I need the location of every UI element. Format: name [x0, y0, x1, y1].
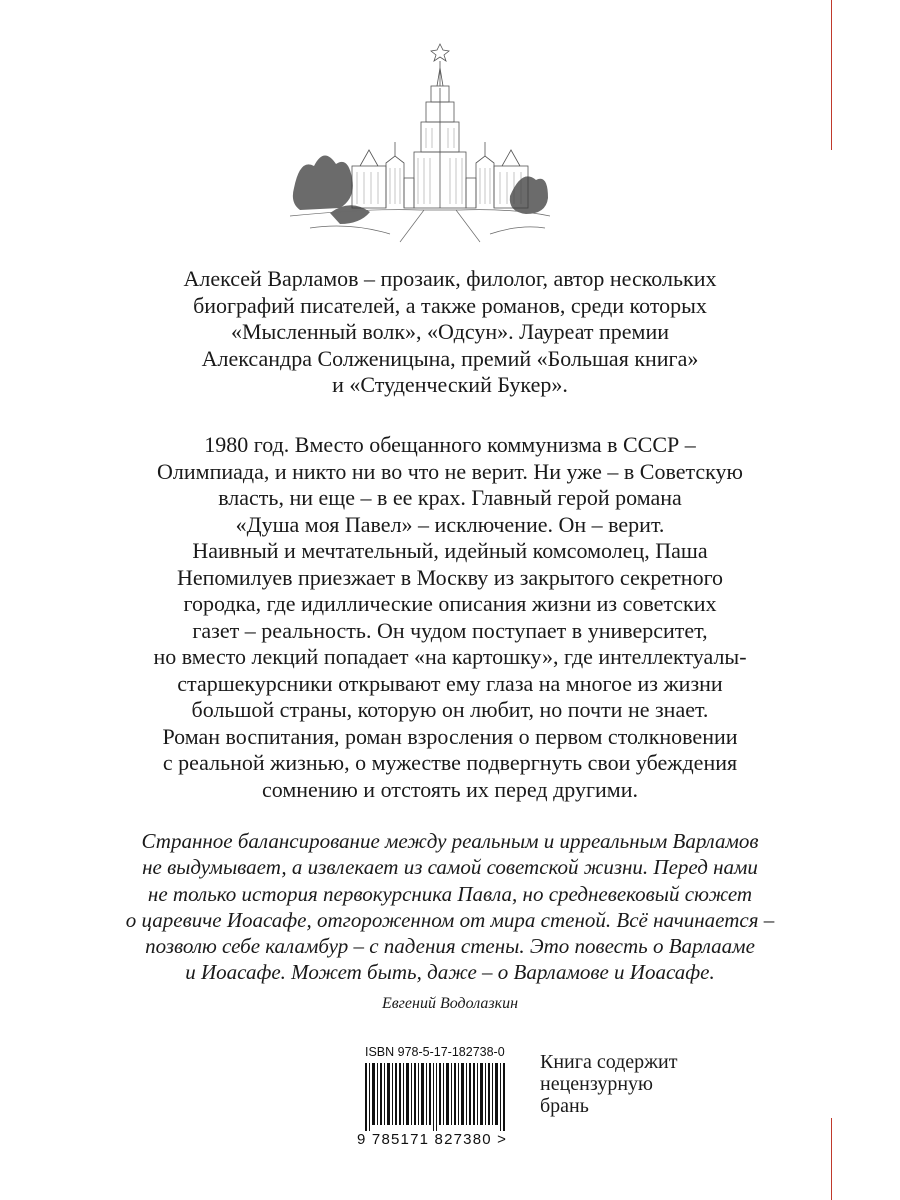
book-blurb — [100, 432, 800, 803]
blurb-line: Непомилуев приезжает в Москву из закрытого секретного — [176, 564, 724, 590]
quote-line: не выдумывает, а извлекает из самой советской жизни. Перед нами — [142, 855, 758, 880]
blurb-line: 1980 год. Вместо обещанного коммунизма в СССР – — [204, 432, 696, 457]
blurb-line: большой страны, которую он любит, но почти не знает. — [191, 697, 709, 722]
blurb-line: «Душа моя Павел» – исключение. Он – верит. — [235, 511, 665, 537]
university-building-sketch-icon — [290, 38, 550, 243]
author-bio — [100, 266, 800, 399]
warning-line: Книга содержит — [540, 1051, 678, 1073]
trim-mark-top — [831, 0, 832, 150]
bio-line: Александра Солженицына, премий «Большая книга» — [201, 345, 699, 371]
barcode-digits: 9 785171 827380 > — [357, 1131, 508, 1148]
quote-line: Странное балансирование между реальным и ирреальным Варламов — [141, 829, 759, 853]
blurb-line: но вместо лекций попадает «на картошку», где интеллектуалы- — [153, 644, 747, 669]
blurb-line: сомнению и отстоять их перед другими. — [262, 776, 638, 802]
blurb-line: газет – реальность. Он чудом поступает в университет, — [192, 617, 708, 643]
isbn-number: ISBN 978-5-17-182738-0 — [365, 1045, 505, 1059]
bio-line: Алексей Варламов – прозаик, филолог, автор нескольких — [183, 266, 717, 291]
quote-author: Евгений Водолазкин — [381, 995, 519, 1012]
blurb-line: власть, ни еще – в ее крах. Главный герой романа — [218, 485, 682, 510]
quote-line: о царевиче Иоасафе, отгороженном от мира стеной. Всё начинается – — [125, 907, 775, 932]
bio-line: и «Студенческий Букер». — [332, 372, 568, 397]
bio-line: биографий писателей, а также романов, среди которых — [193, 292, 707, 318]
bio-line: «Мысленный волк», «Одсун». Лауреат премии — [230, 319, 670, 344]
quote-line: позволю себе каламбур – с падения стены. Это повесть о Варлааме — [145, 934, 755, 959]
review-quote — [100, 828, 800, 986]
trim-mark-bottom — [831, 1118, 832, 1200]
isbn-barcode — [357, 1045, 527, 1153]
quote-line: не только история первокурсника Павла, но средневековый сюжет — [147, 881, 753, 906]
blurb-line: старшекурсники открывают ему глаза на многое из жизни — [177, 670, 723, 696]
content-warning — [540, 1051, 677, 1117]
blurb-line: с реальной жизнью, о мужестве подвергнуть свои убеждения — [162, 750, 738, 775]
barcode-icon — [357, 1063, 517, 1131]
blurb-line: городка, где идиллические описания жизни из советских — [183, 591, 717, 616]
blurb-line: Роман воспитания, роман взросления о первом столкновении — [162, 723, 738, 749]
blurb-line: Наивный и мечтательный, идейный комсомолец, Паша — [192, 538, 708, 563]
warning-line: нецензурную — [540, 1073, 653, 1095]
quote-line: и Иоасафе. Может быть, даже – о Варламове и Иоасафе. — [185, 960, 715, 985]
warning-line: брань — [540, 1095, 589, 1117]
blurb-line: Олимпиада, и никто ни во что не верит. Ни уже – в Советскую — [157, 458, 743, 484]
